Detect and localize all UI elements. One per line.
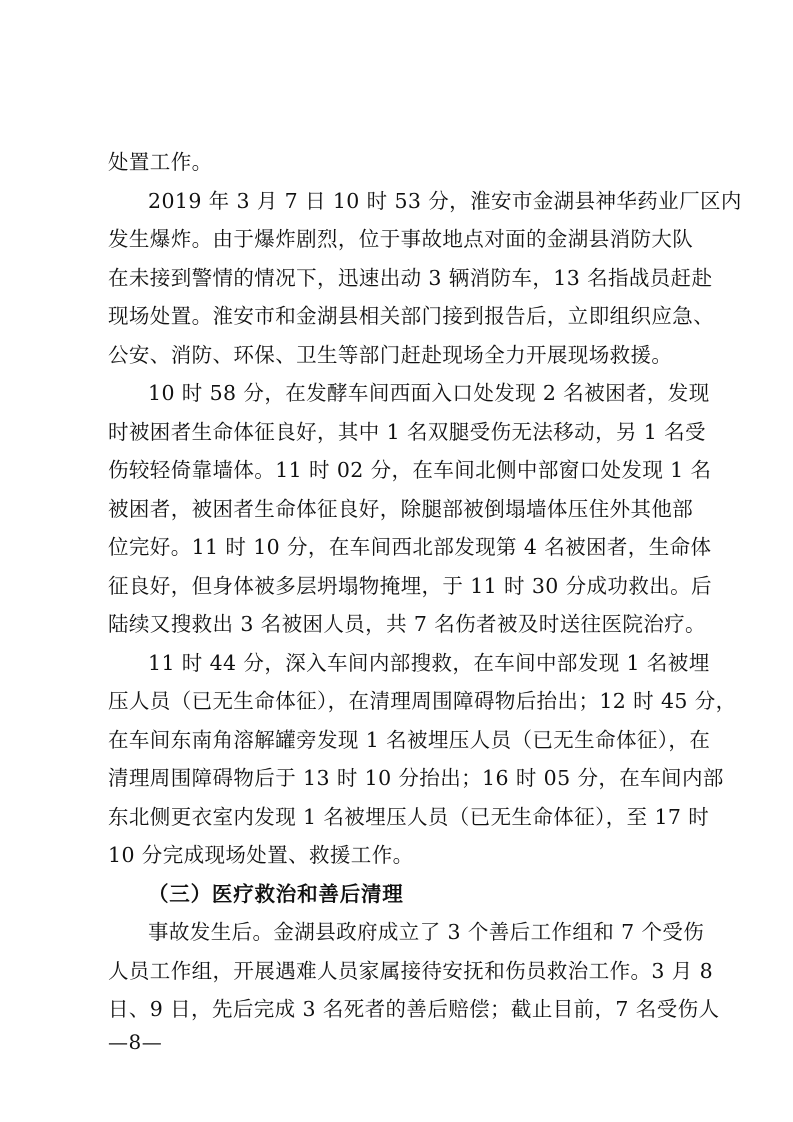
text-line-10: 被困者，被困者生命体征良好，除腿部被倒塌墙体压住外其他部 <box>108 497 694 521</box>
text-line-13: 陆续又搜救出 3 名被困人员，共 7 名伤者被及时送往医院治疗。 <box>108 612 706 636</box>
text-line-6: 公安、消防、环保、卫生等部门赶赴现场全力开展现场救援。 <box>108 343 673 367</box>
text-line-15: 压人员（已无生命体征），在清理周围障碍物后抬出；12 时 45 分， <box>108 689 737 713</box>
text-line-21: 事故发生后。金湖县政府成立了 3 个善后工作组和 7 个受伤 <box>148 920 705 944</box>
text-line-11: 位完好。11 时 10 分，在车间西北部发现第 4 名被困者，生命体 <box>108 535 712 559</box>
text-line-1: 处置工作。 <box>108 150 213 174</box>
text-line-3: 发生爆炸。由于爆炸剧烈，位于事故地点对面的金湖县消防大队 <box>108 227 694 251</box>
text-line-17: 清理周围障碍物后于 13 时 10 分抬出；16 时 05 分，在车间内部 <box>108 766 724 790</box>
text-line-14: 11 时 44 分，深入车间内部搜救，在车间中部发现 1 名被埋 <box>148 651 710 675</box>
text-line-18: 东北侧更衣室内发现 1 名被埋压人员（已无生命体征），至 17 时 <box>108 805 710 829</box>
text-line-12: 征良好，但身体被多层坍塌物掩埋，于 11 时 30 分成功救出。后 <box>108 574 712 598</box>
text-line-7: 10 时 58 分，在发酵车间西面入口处发现 2 名被困者，发现 <box>148 381 710 405</box>
text-line-5: 现场处置。淮安市和金湖县相关部门接到报告后，立即组织应急、 <box>108 304 715 328</box>
text-line-23: 日、9 日，先后完成 3 名死者的善后赔偿；截止目前，7 名受伤人 <box>108 997 720 1021</box>
text-line-2: 2019 年 3 月 7 日 10 时 53 分，淮安市金湖县神华药业厂区内 <box>148 189 742 213</box>
text-line-22: 人员工作组，开展遇难人员家属接待安抚和伤员救治工作。3 月 8 <box>108 959 714 983</box>
section-heading: （三）医疗救治和善后清理 <box>148 882 404 906</box>
text-line-8: 时被困者生命体征良好，其中 1 名双腿受伤无法移动，另 1 名受 <box>108 420 706 444</box>
text-line-4: 在未接到警情的情况下，迅速出动 3 辆消防车，13 名指战员赶赴 <box>108 266 713 290</box>
text-line-16: 在车间东南角溶解罐旁发现 1 名被埋压人员（已无生命体征），在 <box>108 728 711 752</box>
text-line-9: 伤较轻倚靠墙体。11 时 02 分，在车间北侧中部窗口处发现 1 名 <box>108 458 712 482</box>
text-line-19: 10 分完成现场处置、救援工作。 <box>108 843 414 867</box>
page-number: —8— <box>108 1030 163 1054</box>
